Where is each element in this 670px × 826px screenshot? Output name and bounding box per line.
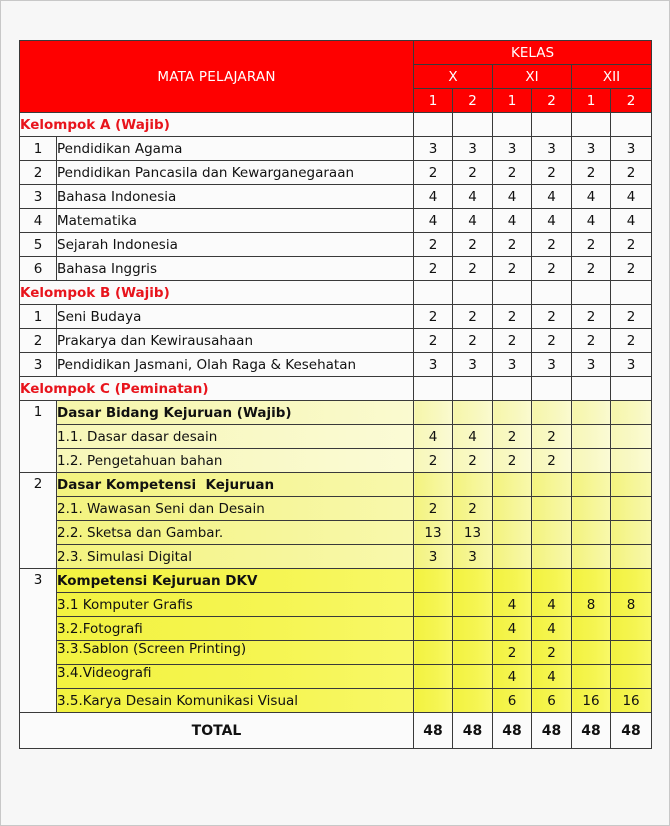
hours-cell: 2 — [453, 257, 493, 281]
group-title: Kelompok B (Wajib) — [20, 281, 414, 305]
group-title: Kelompok A (Wajib) — [20, 113, 414, 137]
table-row — [20, 329, 652, 353]
total-cell: 48 — [414, 713, 453, 749]
hours-cell — [611, 449, 652, 473]
hours-cell: 4 — [414, 209, 453, 233]
hours-cell: 2 — [532, 257, 572, 281]
hours-cell — [611, 497, 652, 521]
hours-cell: 4 — [572, 209, 611, 233]
row-number: 3 — [20, 185, 57, 209]
table-row — [20, 689, 652, 713]
hours-cell: 3 — [572, 137, 611, 161]
row-number: 3 — [20, 353, 57, 377]
total-cell: 48 — [532, 713, 572, 749]
hours-cell — [532, 521, 572, 545]
subject-name: Prakarya dan Kewirausahaan — [57, 329, 414, 353]
hours-cell: 3 — [532, 137, 572, 161]
hours-cell: 13 — [453, 521, 493, 545]
row-number: 2 — [20, 161, 57, 185]
hours-cell: 3 — [414, 545, 453, 569]
hours-cell — [572, 617, 611, 641]
table-row — [20, 305, 652, 329]
hours-cell — [414, 593, 453, 617]
hours-cell: 2 — [532, 449, 572, 473]
semester-header: 2 — [532, 89, 572, 113]
table-row — [20, 545, 652, 569]
subject-name: Pendidikan Agama — [57, 137, 414, 161]
hours-cell: 4 — [532, 593, 572, 617]
hours-cell: 2 — [493, 233, 532, 257]
hours-cell: 2 — [493, 449, 532, 473]
table-row — [20, 497, 652, 521]
hours-cell: 3 — [414, 137, 453, 161]
hours-cell: 2 — [532, 329, 572, 353]
hours-cell: 3 — [572, 353, 611, 377]
hours-cell: 2 — [532, 233, 572, 257]
table-row — [20, 161, 652, 185]
hours-cell — [414, 641, 453, 665]
table-row — [20, 521, 652, 545]
hours-cell — [572, 545, 611, 569]
table-row — [20, 641, 652, 665]
hours-cell: 2 — [572, 161, 611, 185]
hours-cell: 2 — [532, 161, 572, 185]
hours-cell: 2 — [453, 161, 493, 185]
curriculum-table — [19, 40, 652, 749]
hours-cell: 2 — [414, 329, 453, 353]
hours-cell — [611, 665, 652, 689]
hours-cell: 2 — [532, 425, 572, 449]
hours-cell: 16 — [611, 689, 652, 713]
hours-cell — [572, 449, 611, 473]
hours-cell — [414, 689, 453, 713]
hours-cell: 4 — [611, 209, 652, 233]
table-row — [20, 353, 652, 377]
subject-name: 3.4.Videografi — [57, 665, 414, 689]
hours-cell: 4 — [532, 665, 572, 689]
kelas-header: KELAS — [414, 41, 652, 65]
hours-cell: 8 — [611, 593, 652, 617]
hours-cell: 2 — [453, 233, 493, 257]
hours-cell — [493, 545, 532, 569]
total-cell: 48 — [493, 713, 532, 749]
table-row — [20, 425, 652, 449]
hours-cell: 3 — [414, 353, 453, 377]
hours-cell: 3 — [493, 137, 532, 161]
hours-cell: 2 — [493, 329, 532, 353]
hours-cell — [611, 617, 652, 641]
hours-cell: 3 — [453, 137, 493, 161]
row-number: 4 — [20, 209, 57, 233]
hours-cell: 2 — [414, 161, 453, 185]
hours-cell: 2 — [453, 497, 493, 521]
group-row-kelompok-a — [20, 113, 652, 137]
section-number: 3 — [20, 569, 57, 713]
hours-cell: 3 — [453, 545, 493, 569]
hours-cell — [414, 617, 453, 641]
subject-name: 1.2. Pengetahuan bahan — [57, 449, 414, 473]
hours-cell: 2 — [611, 257, 652, 281]
total-row — [20, 713, 652, 749]
table-row — [20, 449, 652, 473]
total-cell: 48 — [572, 713, 611, 749]
hours-cell: 2 — [611, 233, 652, 257]
hours-cell: 4 — [532, 209, 572, 233]
hours-cell: 2 — [414, 449, 453, 473]
section-number: 2 — [20, 473, 57, 569]
hours-cell: 2 — [493, 425, 532, 449]
table-row — [20, 665, 652, 689]
hours-cell: 4 — [611, 185, 652, 209]
hours-cell: 2 — [493, 161, 532, 185]
hours-cell: 2 — [493, 641, 532, 665]
hours-cell — [453, 593, 493, 617]
hours-cell: 2 — [611, 161, 652, 185]
table-row — [20, 617, 652, 641]
subject-name: Pendidikan Jasmani, Olah Raga & Kesehatan — [57, 353, 414, 377]
subject-name: 3.5.Karya Desain Komunikasi Visual — [57, 689, 414, 713]
hours-cell — [572, 641, 611, 665]
hours-cell: 4 — [493, 209, 532, 233]
hours-cell — [453, 641, 493, 665]
subject-name: Seni Budaya — [57, 305, 414, 329]
hours-cell: 4 — [493, 665, 532, 689]
hours-cell: 2 — [414, 497, 453, 521]
hours-cell — [611, 425, 652, 449]
hours-cell — [611, 521, 652, 545]
hours-cell: 4 — [572, 185, 611, 209]
table-row — [20, 185, 652, 209]
hours-cell — [611, 545, 652, 569]
subject-name: 3.3.Sablon (Screen Printing) — [57, 641, 414, 665]
hours-cell — [532, 545, 572, 569]
hours-cell: 4 — [493, 593, 532, 617]
grade-header-x: X — [414, 65, 493, 89]
hours-cell: 4 — [453, 209, 493, 233]
row-number: 6 — [20, 257, 57, 281]
row-number: 2 — [20, 329, 57, 353]
subject-name: Bahasa Indonesia — [57, 185, 414, 209]
hours-cell: 8 — [572, 593, 611, 617]
semester-header: 1 — [572, 89, 611, 113]
hours-cell: 2 — [414, 305, 453, 329]
hours-cell — [572, 521, 611, 545]
hours-cell: 3 — [532, 353, 572, 377]
hours-cell: 4 — [414, 185, 453, 209]
grade-header-xi: XI — [493, 65, 572, 89]
hours-cell: 2 — [414, 257, 453, 281]
subject-name: 2.1. Wawasan Seni dan Desain — [57, 497, 414, 521]
hours-cell: 6 — [532, 689, 572, 713]
hours-cell: 2 — [453, 305, 493, 329]
hours-cell: 2 — [493, 257, 532, 281]
subject-name: Matematika — [57, 209, 414, 233]
subject-name: Pendidikan Pancasila dan Kewarganegaraan — [57, 161, 414, 185]
section-title: Dasar Kompetensi Kejuruan — [57, 473, 414, 497]
semester-header: 1 — [414, 89, 453, 113]
hours-cell: 2 — [453, 329, 493, 353]
subject-name: 2.2. Sketsa dan Gambar. — [57, 521, 414, 545]
section-row — [20, 401, 652, 425]
section-title: Dasar Bidang Kejuruan (Wajib) — [57, 401, 414, 425]
subject-name: Sejarah Indonesia — [57, 233, 414, 257]
total-cell: 48 — [611, 713, 652, 749]
total-label: TOTAL — [20, 713, 414, 749]
hours-cell: 4 — [493, 617, 532, 641]
subject-name: 3.1 Komputer Grafis — [57, 593, 414, 617]
hours-cell — [453, 665, 493, 689]
table-row — [20, 137, 652, 161]
semester-header: 1 — [493, 89, 532, 113]
hours-cell: 4 — [414, 425, 453, 449]
hours-cell: 4 — [532, 185, 572, 209]
row-number: 5 — [20, 233, 57, 257]
hours-cell: 2 — [611, 329, 652, 353]
total-cell: 48 — [453, 713, 493, 749]
hours-cell — [572, 497, 611, 521]
hours-cell — [453, 689, 493, 713]
group-title: Kelompok C (Peminatan) — [20, 377, 414, 401]
hours-cell — [572, 425, 611, 449]
hours-cell: 2 — [532, 641, 572, 665]
section-row — [20, 569, 652, 593]
hours-cell — [532, 497, 572, 521]
section-title: Kompetensi Kejuruan DKV — [57, 569, 414, 593]
section-number: 1 — [20, 401, 57, 473]
hours-cell: 3 — [611, 353, 652, 377]
hours-cell — [611, 641, 652, 665]
hours-cell: 4 — [532, 617, 572, 641]
hours-cell: 16 — [572, 689, 611, 713]
table-row — [20, 257, 652, 281]
hours-cell — [493, 497, 532, 521]
hours-cell: 4 — [493, 185, 532, 209]
hours-cell: 3 — [453, 353, 493, 377]
hours-cell: 3 — [493, 353, 532, 377]
row-number: 1 — [20, 137, 57, 161]
hours-cell: 2 — [572, 305, 611, 329]
hours-cell: 2 — [572, 329, 611, 353]
hours-cell: 3 — [611, 137, 652, 161]
hours-cell: 4 — [453, 425, 493, 449]
hours-cell: 2 — [493, 305, 532, 329]
subject-name: 2.3. Simulasi Digital — [57, 545, 414, 569]
hours-cell — [453, 617, 493, 641]
hours-cell: 2 — [453, 449, 493, 473]
header-row-kelas — [20, 41, 652, 65]
semester-header: 2 — [453, 89, 493, 113]
subject-name: Bahasa Inggris — [57, 257, 414, 281]
table-row — [20, 593, 652, 617]
subject-name: 3.2.Fotografi — [57, 617, 414, 641]
hours-cell — [572, 665, 611, 689]
subject-name: 1.1. Dasar dasar desain — [57, 425, 414, 449]
hours-cell: 2 — [572, 233, 611, 257]
hours-cell: 6 — [493, 689, 532, 713]
table-row — [20, 233, 652, 257]
hours-cell: 13 — [414, 521, 453, 545]
semester-header: 2 — [611, 89, 652, 113]
hours-cell — [414, 665, 453, 689]
hours-cell: 2 — [572, 257, 611, 281]
row-number: 1 — [20, 305, 57, 329]
grade-header-xii: XII — [572, 65, 652, 89]
section-row — [20, 473, 652, 497]
hours-cell: 2 — [414, 233, 453, 257]
hours-cell — [493, 521, 532, 545]
subject-column-header: MATA PELAJARAN — [20, 41, 414, 113]
hours-cell: 2 — [532, 305, 572, 329]
hours-cell: 4 — [453, 185, 493, 209]
group-row-kelompok-c — [20, 377, 652, 401]
group-row-kelompok-b — [20, 281, 652, 305]
hours-cell: 2 — [611, 305, 652, 329]
table-row — [20, 209, 652, 233]
